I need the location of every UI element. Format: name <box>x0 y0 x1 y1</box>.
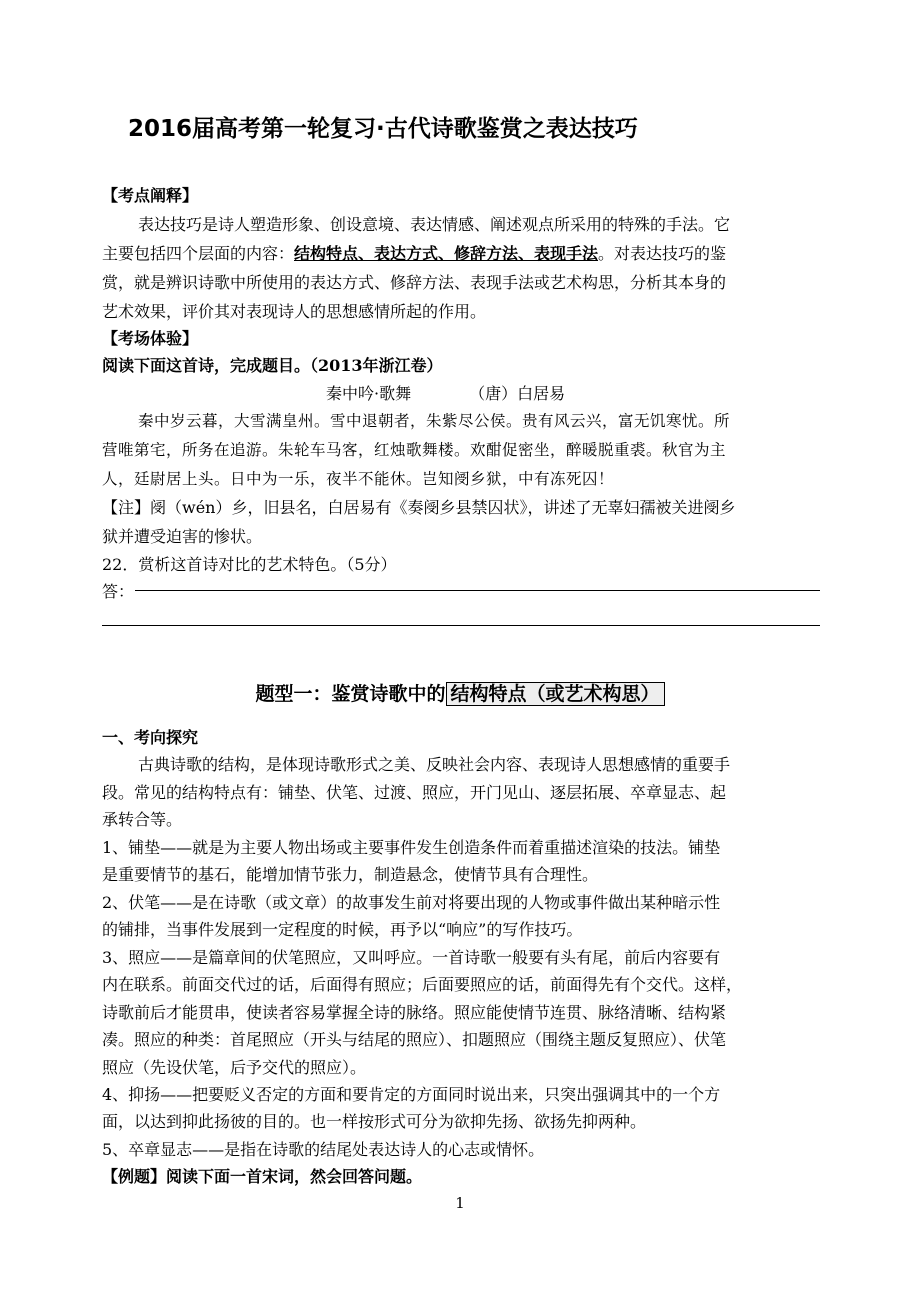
note-line-1: 【注】阌（wén）乡，旧县名，白居易有《奏阌乡县禁囚状》，讲述了无辜妇孺被关进阌乡 <box>102 498 736 517</box>
item-3-line-3: 诗歌前后才能贯串，使读者容易掌握全诗的脉络。照应能使情节连贯、脉络清晰、结构紧 <box>102 1003 727 1022</box>
kaodian-heading: 【考点阐释】 <box>102 186 199 205</box>
answer-line-2 <box>102 625 820 626</box>
kaodian-line-1: 表达技巧是诗人塑造形象、创设意境、表达情感、阐述观点所采用的特殊的手法。它 <box>138 215 731 234</box>
kaodian-line-2 <box>102 240 820 268</box>
item-2-line-2: 的铺排，当事件发展到一定程度的时候，再予以“响应”的写作技巧。 <box>102 920 583 939</box>
kaodian-line-4: 艺术效果，评价其对表现诗人的思想感情所起的作用。 <box>102 302 487 321</box>
paragraph-1-line-3: 承转合等。 <box>102 810 183 829</box>
page-title: 2016届高考第一轮复习·古代诗歌鉴赏之表达技巧 <box>128 116 638 142</box>
poem-line-2: 营唯第宅，所务在追游。朱轮车马客，红烛歌舞楼。欢酣促密坐，醉暖脱重裘。秋官为主 <box>102 441 727 459</box>
paragraph-1-line-1: 古典诗歌的结构，是体现诗歌形式之美、反映社会内容、表现诗人思想感情的重要手 <box>138 755 731 774</box>
item-5-line-1: 5、卒章显志——是指在诗歌的结尾处表达诗人的心志或情怀。 <box>102 1140 545 1159</box>
item-3-line-2: 内在联系。前面交代过的话，后面得有照应；后面要照应的话，前面得先有个交代。这样， <box>102 975 743 994</box>
note-line-2: 狱并遭受迫害的惨状。 <box>102 527 263 546</box>
item-3-line-4: 凑。照应的种类：首尾照应（开头与结尾的照应）、扣题照应（围绕主题反复照应）、伏笔 <box>102 1030 727 1049</box>
poem-author: （唐）白居易 <box>469 384 566 403</box>
item-4-line-2: 面，以达到抑此扬彼的目的。也一样按形式可分为欲抑先扬、欲扬先抑两种。 <box>102 1112 647 1131</box>
kaodian-line-2-post: 。对表达技巧的鉴 <box>598 244 727 263</box>
paragraph-1-line-2: 段。常见的结构特点有：铺垫、伏笔、过渡、照应，开门见山、逐层拓展、卒章显志、起 <box>102 783 727 802</box>
poem-heading <box>326 380 726 408</box>
item-1-line-1: 1、铺垫——就是为主要人物出场或主要事件发生创造条件而着重描述渲染的技法。铺垫 <box>102 838 721 857</box>
item-2-line-1: 2、伏笔——是在诗歌（或文章）的故事发生前对将要出现的人物或事件做出某种暗示性 <box>102 893 721 912</box>
kaochang-heading: 【考场体验】 <box>102 329 199 348</box>
key-aspects-emphasis: 结构特点、表达方式、修辞方法、表现手法 <box>294 244 599 263</box>
section-title <box>0 678 920 710</box>
exam-instruction: 阅读下面这首诗，完成题目。（2013年浙江卷） <box>102 356 443 375</box>
poem-title: 秦中吟·歌舞 <box>326 384 412 403</box>
item-1-line-2: 是重要情节的基石，能增加情节张力，制造悬念，使情节具有合理性。 <box>102 865 599 884</box>
section-title-boxed: 结构特点（或艺术构思） <box>446 682 665 706</box>
poem-line-3: 人，廷尉居上头。日中为一乐，夜半不能休。岂知阌乡狱，中有冻死囚！ <box>102 470 615 488</box>
item-3-line-1: 3、照应——是篇章间的伏笔照应，又叫呼应。一首诗歌一般要有头有尾，前后内容要有 <box>102 948 721 967</box>
kaodian-line-3: 赏，就是辨识诗歌中所使用的表达方式、修辞方法、表现手法或艺术构思，分析其本身的 <box>102 273 727 292</box>
page-number: 1 <box>455 1194 465 1212</box>
subsection-heading: 一、考向探究 <box>102 728 199 747</box>
example-heading: 【例题】阅读下面一首宋词，然会回答问题。 <box>102 1167 423 1186</box>
answer-line-1 <box>135 590 820 591</box>
kaodian-line-2-pre: 主要包括四个层面的内容： <box>102 244 295 263</box>
item-3-line-5: 照应（先设伏笔，后予交代的照应）。 <box>102 1058 367 1077</box>
poem-line-1: 秦中岁云暮，大雪满皇州。雪中退朝者，朱紫尽公侯。贵有风云兴，富无饥寒忧。所 <box>138 412 731 430</box>
item-4-line-1: 4、抑扬——把要贬义否定的方面和要肯定的方面同时说出来，只突出强调其中的一个方 <box>102 1085 721 1104</box>
section-title-pre: 题型一：鉴赏诗歌中的 <box>255 683 446 705</box>
question-22: 22．赏析这首诗对比的艺术特色。（5分） <box>102 555 397 574</box>
answer-label: 答： <box>102 582 135 601</box>
